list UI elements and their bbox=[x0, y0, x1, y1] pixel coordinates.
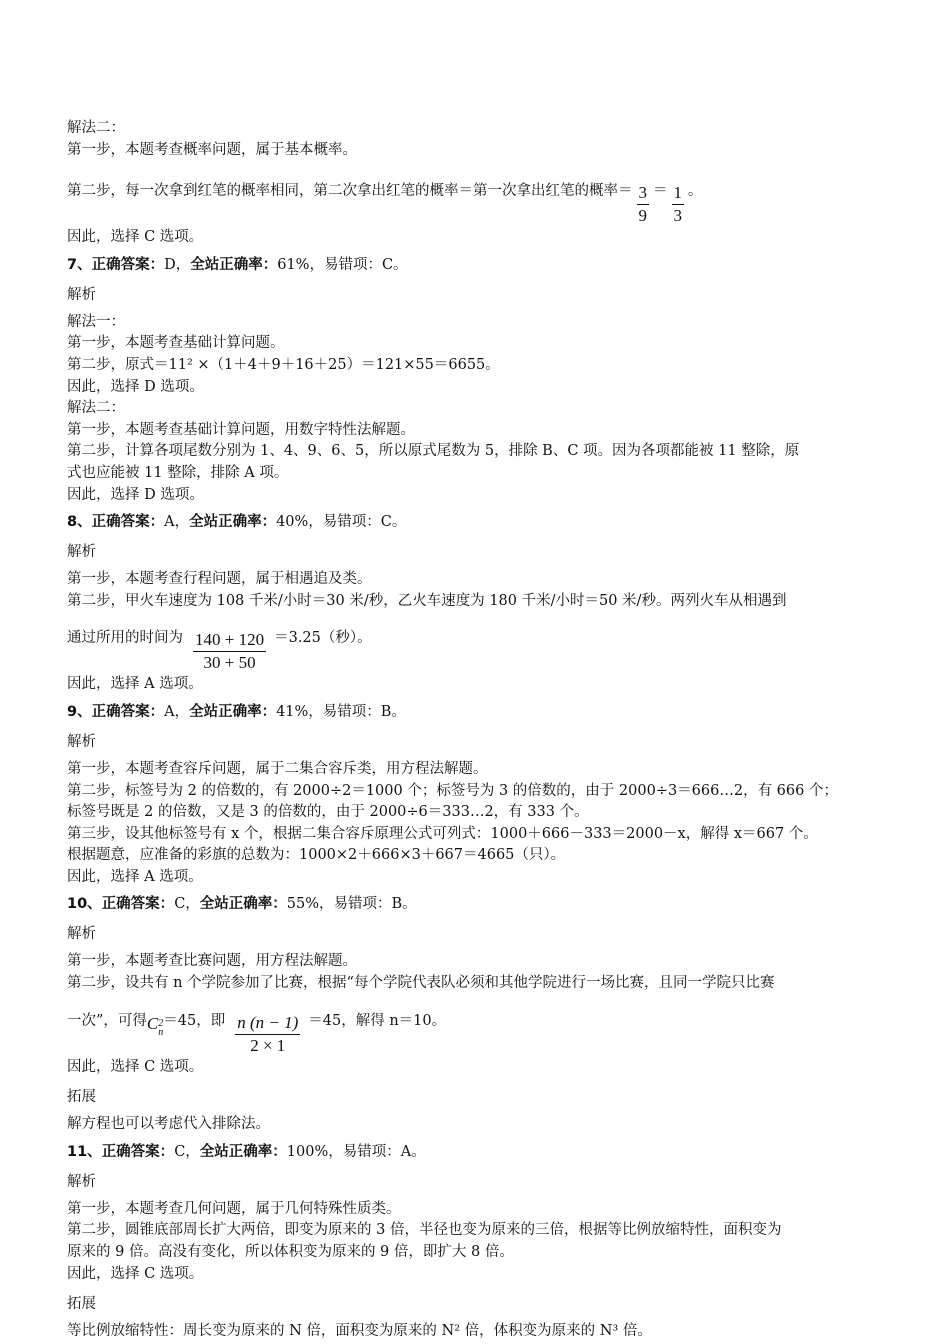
frac-denominator: 2 × 1 bbox=[235, 1034, 300, 1057]
frac-numerator: 3 bbox=[638, 183, 647, 203]
q10-extension-label: 拓展 bbox=[67, 1089, 96, 1106]
q11-answer-header bbox=[67, 1141, 887, 1163]
q7-correct-value: D， bbox=[164, 256, 191, 273]
q11-step2-line2: 原来的 9 倍。高没有变化，所以体积变为原来的 9 倍，即扩大 8 倍。 bbox=[67, 1244, 514, 1261]
q9-correct-label: 正确答案： bbox=[91, 703, 165, 720]
q11-number: 11、 bbox=[67, 1143, 102, 1160]
q10-extension-text: 解方程也可以考虑代入排除法。 bbox=[67, 1116, 270, 1133]
q10-combination bbox=[147, 1004, 163, 1044]
q8-rate-label: 全站正确率： bbox=[189, 514, 277, 531]
q11-step1: 第一步，本题考查几何问题，属于几何特殊性质类。 bbox=[67, 1200, 401, 1217]
frac-numerator: n (n − 1) bbox=[237, 1012, 299, 1032]
frac-numerator: 1 bbox=[673, 183, 682, 203]
q10-step2-line2 bbox=[67, 1001, 887, 1057]
q7-method1-label: 解法一： bbox=[67, 313, 125, 330]
q9-rate-label: 全站正确率： bbox=[189, 703, 277, 720]
q7-m1-step1: 第一步，本题考查基础计算问题。 bbox=[67, 335, 285, 352]
q9-step1: 第一步，本题考查容斥问题，属于二集合容斥类，用方程法解题。 bbox=[67, 760, 488, 777]
document-page bbox=[67, 118, 887, 1343]
q11-correct-value: C， bbox=[174, 1143, 200, 1160]
q7-number: 7、 bbox=[67, 256, 92, 273]
q8-correct-label: 正确答案： bbox=[91, 514, 165, 531]
q10-step2-line1: 第二步，设共有 n 个学院参加了比赛，根据“每个学院代表队必须和其他学院进行一场比赛，且同一学院只比赛 bbox=[67, 975, 775, 992]
q6-conclusion: 因此，选择 C 选项。 bbox=[67, 229, 204, 246]
comb-c: C bbox=[146, 1013, 159, 1033]
q6-step2 bbox=[67, 171, 887, 227]
q9-step2-line1: 第二步，标签号为 2 的倍数的，有 2000÷2＝1000 个；标签号为 3 的倍数的，由于 2000÷3＝666…2，有 666 个； bbox=[67, 782, 838, 799]
q6-fraction-1-3 bbox=[672, 182, 685, 227]
q10-conclusion: 因此，选择 C 选项。 bbox=[67, 1058, 204, 1075]
q10-step2-prefix: 一次”，可得 bbox=[67, 1012, 147, 1029]
q6-equals: ＝ bbox=[653, 183, 668, 200]
q10-step2-suffix: ＝45，解得 n＝10。 bbox=[308, 1012, 447, 1029]
q7-m2-step1: 第一步，本题考查基础计算问题，用数字特性法解题。 bbox=[67, 421, 415, 438]
q6-fraction-3-9 bbox=[637, 182, 650, 227]
q6-step2-suffix: 。 bbox=[688, 183, 703, 200]
q9-step2-line2: 标签号既是 2 的倍数，又是 3 的倍数的，由于 2000÷6＝333…2，有 333 个。 bbox=[67, 804, 589, 821]
q9-answer-header bbox=[67, 701, 887, 723]
q11-analysis-label: 解析 bbox=[67, 1173, 96, 1190]
q7-analysis-label: 解析 bbox=[67, 286, 96, 303]
q6-step1: 第一步，本题考查概率问题，属于基本概率。 bbox=[67, 141, 357, 158]
q9-analysis-label: 解析 bbox=[67, 733, 96, 750]
q8-answer-header bbox=[67, 511, 887, 533]
q9-number: 9、 bbox=[67, 703, 92, 720]
q7-rate-label: 全站正确率： bbox=[190, 256, 278, 273]
q10-analysis-label: 解析 bbox=[67, 926, 96, 943]
q9-step3-line1: 第三步，设其他标签号有 x 个，根据二集合容斥原理公式可列式：1000＋666－333＝2000－x，解得 x＝667 个。 bbox=[67, 825, 818, 842]
q11-rate-label: 全站正确率： bbox=[199, 1143, 287, 1160]
q7-answer-header bbox=[67, 254, 887, 276]
q11-step2-line1: 第二步，圆锥底部周长扩大两倍，即变为原来的 3 倍，半径也变为原来的三倍，根据等比例放缩特性，面积变为 bbox=[67, 1222, 782, 1239]
frac-numerator: 140 + 120 bbox=[195, 630, 265, 650]
q10-rate-label: 全站正确率： bbox=[199, 896, 287, 913]
q8-step2-line2 bbox=[67, 618, 887, 674]
q10-correct-value: C， bbox=[174, 896, 200, 913]
q7-correct-label: 正确答案： bbox=[91, 256, 165, 273]
frac-denominator: 3 bbox=[673, 206, 682, 226]
q11-correct-label: 正确答案： bbox=[101, 1143, 175, 1160]
q6-step2-prefix: 第二步，每一次拿到红笔的概率相同，第二次拿出红笔的概率＝第一次拿出红笔的概率＝ bbox=[67, 183, 633, 200]
q7-m1-step2: 第二步，原式＝11² ×（1＋4＋9＋16＋25）＝121×55＝6655。 bbox=[67, 356, 500, 373]
q6-method2-label: 解法二： bbox=[67, 120, 125, 136]
q7-method2-label: 解法二： bbox=[67, 400, 125, 417]
q8-number: 8、 bbox=[67, 514, 92, 531]
q10-fraction bbox=[235, 1012, 300, 1057]
q8-analysis-label: 解析 bbox=[67, 544, 96, 561]
q11-rate-value: 100%，易错项：A。 bbox=[286, 1143, 426, 1160]
q8-step2-line1: 第二步，甲火车速度为 108 千米/小时＝30 米/秒，乙火车速度为 180 千米/小时＝50 米/秒。两列火车从相遇到 bbox=[67, 592, 787, 609]
q11-extension-label: 拓展 bbox=[67, 1296, 96, 1313]
q9-conclusion: 因此，选择 A 选项。 bbox=[67, 868, 203, 885]
q8-conclusion: 因此，选择 A 选项。 bbox=[67, 676, 203, 693]
q10-step2-mid: ＝45，即 bbox=[163, 1012, 226, 1029]
q10-correct-label: 正确答案： bbox=[101, 896, 175, 913]
q11-conclusion: 因此，选择 C 选项。 bbox=[67, 1265, 204, 1282]
q9-step3-line2: 根据题意，应准备的彩旗的总数为：1000×2＋666×3＋667＝4665（只）。 bbox=[67, 847, 566, 864]
comb-sub: n bbox=[158, 1026, 164, 1038]
q10-answer-header bbox=[67, 893, 887, 915]
q8-rate-value: 40%，易错项：C。 bbox=[276, 514, 407, 531]
q7-rate-value: 61%，易错项：C。 bbox=[277, 256, 408, 273]
q9-rate-value: 41%，易错项：B。 bbox=[276, 703, 406, 720]
q8-step2-suffix: ＝3.25（秒）。 bbox=[274, 630, 372, 647]
q10-step1: 第一步，本题考查比赛问题，用方程法解题。 bbox=[67, 953, 357, 970]
q10-rate-value: 55%，易错项：B。 bbox=[286, 896, 417, 913]
q9-correct-value: A， bbox=[164, 703, 190, 720]
q8-correct-value: A， bbox=[164, 514, 190, 531]
q7-m1-conclusion: 因此，选择 D 选项。 bbox=[67, 378, 204, 395]
q7-m2-step2-line1: 第二步，计算各项尾数分别为 1、4、9、6、5，所以原式尾数为 5，排除 B、C 项。因为各项都能被 11 整除，原 bbox=[67, 443, 800, 460]
q8-step1: 第一步，本题考查行程问题，属于相遇追及类。 bbox=[67, 571, 372, 588]
comb-sup: 2 bbox=[158, 1017, 164, 1029]
frac-denominator: 30 + 50 bbox=[193, 651, 266, 674]
q11-extension-text: 等比例放缩特性：周长变为原来的 N 倍，面积变为原来的 N² 倍，体积变为原来的 N³ 倍。 bbox=[67, 1323, 652, 1340]
q8-fraction bbox=[193, 629, 266, 674]
frac-denominator: 9 bbox=[638, 206, 647, 226]
q8-step2-prefix: 通过所用的时间为 bbox=[67, 630, 183, 647]
q10-number: 10、 bbox=[67, 896, 102, 913]
q7-m2-step2-line2: 式也应能被 11 整除，排除 A 项。 bbox=[67, 464, 289, 481]
q7-m2-conclusion: 因此，选择 D 选项。 bbox=[67, 486, 204, 503]
